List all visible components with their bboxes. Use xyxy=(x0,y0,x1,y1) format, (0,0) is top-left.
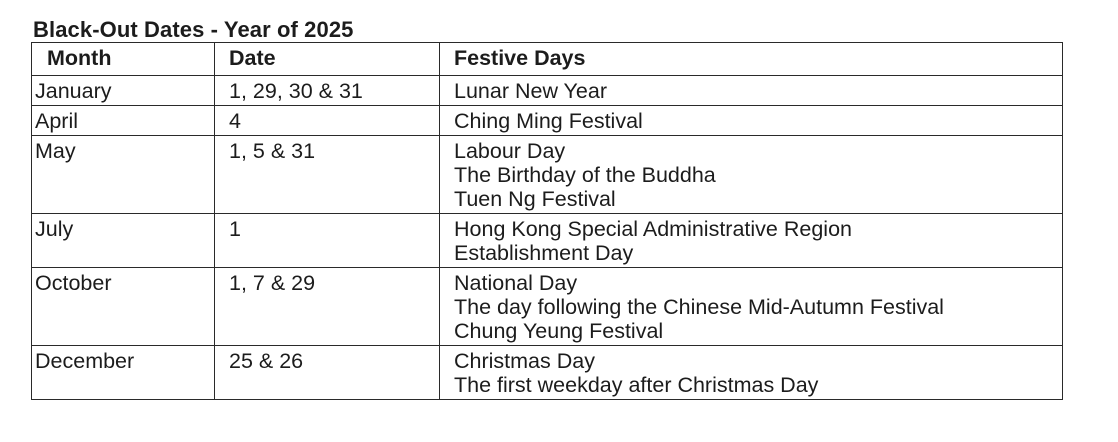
festive-days-cell xyxy=(440,346,1063,400)
festive-day: Ching Ming Festival xyxy=(454,109,643,133)
date-cell: 1, 7 & 29 xyxy=(215,268,440,346)
month-cell: December xyxy=(32,346,215,400)
month-cell: April xyxy=(32,106,215,136)
date-cell: 25 & 26 xyxy=(215,346,440,400)
table-row xyxy=(32,214,1063,268)
blackout-dates-table xyxy=(31,42,1063,400)
table-row xyxy=(32,346,1063,400)
festive-day: Labour Day xyxy=(454,139,566,163)
date-cell: 4 xyxy=(215,106,440,136)
column-header-date: Date xyxy=(215,43,440,76)
festive-day: Tuen Ng Festival xyxy=(454,187,616,211)
table-row xyxy=(32,76,1063,106)
festive-day: Establishment Day xyxy=(454,241,634,265)
festive-day: The day following the Chinese Mid-Autumn Festival xyxy=(454,295,944,319)
festive-days-cell xyxy=(440,106,1063,136)
festive-day: The first weekday after Christmas Day xyxy=(454,373,819,397)
festive-day: Hong Kong Special Administrative Region xyxy=(454,217,852,241)
table-header-row xyxy=(32,43,1063,76)
festive-days-cell xyxy=(440,136,1063,214)
festive-day: Chung Yeung Festival xyxy=(454,319,664,343)
month-cell: January xyxy=(32,76,215,106)
date-cell: 1 xyxy=(215,214,440,268)
table-row xyxy=(32,106,1063,136)
page-title: Black-Out Dates - Year of 2025 xyxy=(33,17,354,42)
table-row xyxy=(32,136,1063,214)
festive-day: National Day xyxy=(454,271,578,295)
table-row xyxy=(32,268,1063,346)
festive-day: Lunar New Year xyxy=(454,79,607,103)
date-cell: 1, 29, 30 & 31 xyxy=(215,76,440,106)
month-cell: May xyxy=(32,136,215,214)
festive-day: Christmas Day xyxy=(454,349,595,373)
column-header-month: Month xyxy=(32,43,215,76)
date-cell: 1, 5 & 31 xyxy=(215,136,440,214)
month-cell: October xyxy=(32,268,215,346)
festive-days-cell xyxy=(440,76,1063,106)
column-header-festive-days: Festive Days xyxy=(440,43,1063,76)
month-cell: July xyxy=(32,214,215,268)
festive-day: The Birthday of the Buddha xyxy=(454,163,716,187)
festive-days-cell xyxy=(440,268,1063,346)
festive-days-cell xyxy=(440,214,1063,268)
